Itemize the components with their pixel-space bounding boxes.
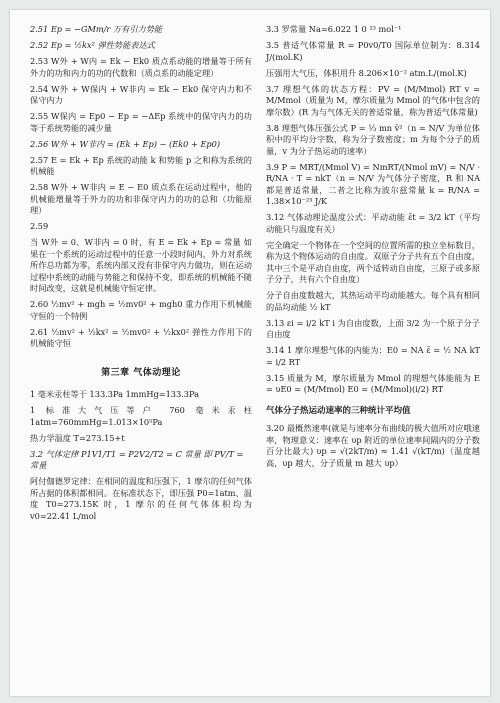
formula-3-1c: 热力学温度 T=273.15+t [30,432,125,443]
formula-3-20: 3.20 最概然速率(就是与速率分布曲线的极大值所对应哦速率，物理意义：速率在 υp 附近的单位速率间隔内的分子数百分比最大) υp = √(2kT/m) ≈ 1.41 √(kT/m)（温度越高，υp 越大，分子质量 m 越大 υp） [266,423,480,468]
formula-3-12: 3.12 气体动理论温度公式：平动动能 ε̄t = 3/2 kT（平均动能只与温度有关） [266,212,480,234]
left-column [30,24,252,527]
formula-3-3: 3.3 罗常量 Na=6.022 1 0 ²³ mol⁻¹ [266,24,402,34]
formula-3-5: 3.5 普适气体常量 R = P0v0/T0 国际单位制为：8.314 J/(mol.K) [266,40,480,62]
formula-2-53: 2.53 W外 + W内 = Ek − Ek0 质点系动能的增量等于所有外力的功和内力的功的代数和（质点系的动能定理） [30,56,252,78]
formula-3-2: 3.2 气体定律 P1V1/T1 = P2V2/T2 = C 常量 即 PV/T = 常量 [30,448,244,470]
formula-2-54: 2.54 W外 + W保内 + W非内 = Ek − Ek0 保守内力和不保守内力 [30,83,252,105]
formula-3-9: 3.9 P = MRT/(Mmol V) = NmRT/(Nmol mV) = N/V · R/NA · T = nkT（n = N/V 为气体分子密度，R 和 NA 都是普适常量，二者之比称为波尔兹常量 k = R/NA = 1.38×10⁻²³ J/K [266,161,480,206]
formula-3-7: 3.7 理想气体的状态方程：PV = (M/Mmol) RT v = M/Mmol（质量为 M，摩尔质量为 Mmol 的气体中包含的摩尔数）(R 为与气体无关的普适常量，称为普适气体常量) [266,83,480,117]
formula-3-1b: 1 标准大气压等户 760 毫米汞柱 1atm=760mmHg=1.013×10⁵Pa [30,405,252,427]
formula-3-1: 1 毫米汞柱等于 133.3Pa 1mmHg=133.3Pa [30,389,200,399]
formula-2-52: 2.52 Ep = ½kx² 弹性势能表达式 [30,40,155,50]
chapter-title: 第三章 气体动理论 [101,367,181,378]
formula-3-15: 3.15 质量为 M，摩尔质量为 Mmol 的理想气体能能为 E = υE0 = (M/Mmol) E0 = (M/Mmol)(i/2) RT [266,372,480,394]
formula-2-61: 2.61 ½mv² + ½kx² = ½mv0² + ½kx0² 弹性力作用下的机械能守恒 [30,326,252,348]
formula-2-58: 2.58 W外 + W非内 = E − E0 质点系在运动过程中，他的机械能增量等于外力的功和非保守内力的功的总和（功能原理） [30,182,252,215]
section-title: 气体分子热运动速率的三种统计平均值 [266,405,411,416]
formula-3-12c: 分子自由度数越大，其热运动平均动能越大。每个具有相同的品均动能 ½ kT [266,290,480,312]
formula-2-59-body: 当 W外 = 0、W非内 = 0 时，有 E = Ek + Ep = 常量 如果在一个系统的运动过程中的任意一小段时间内，外力对系统所作总功都为零，系统内部又没有非保守内力做功，则在运动过程中系统的动能与势能之和保持不变，即系统的机械能不随时间改变，这就是机械能守恒定律。 [30,237,252,293]
formula-2-55: 2.55 W保内 = Ep0 − Ep = −ΔEp 系统中的保守内力的功等于系统势能的减少量 [30,111,252,133]
formula-3-13: 3.13 εi = i/2 kT i 为自由度数，上面 3/2 为一个原子分子自由度 [266,317,480,339]
avogadro-law: 阿付伽德罗定律：在相同的温度和压强下，1 摩尔的任何气体所占据的体积都相同。在标准状态下，即压强 P0=1atm、温度 T0=273.15K 时，1 摩尔的任何气体体积均为 v0=22.41 L/mol [30,476,252,521]
formula-3-8: 3.8 理想气体压强公式 P = ⅓ mn v̄²（n = N/V 为单位体积中的平均分字数，称为分子数密度；m 为每个分子的质量，v 为分子热运动的速率） [266,122,480,156]
right-column [266,24,480,474]
formula-3-12b: 完全确定一个物体在一个空间的位置所需的独立坐标数目，称为这个物体运动的自由度。双原子分子共有五个自由度，其中三个是平动自由度，两个适转动自由度，三原子或多原子分子，共有六个自由度） [266,239,480,284]
formula-3-5b: 压强用大气压，体积用升 8.206×10⁻² atm.L/(mol.K) [266,67,467,78]
formula-2-59-label: 2.59 [30,221,49,231]
formula-3-14: 3.14 1 摩尔理想气体的内能为：E0 = NA ε̄ = ½ NA kT = i/2 RT [266,345,480,367]
document-page [10,10,490,696]
formula-2-51: 2.51 Ep = −GMm/r 万有引力势能 [30,24,163,34]
formula-2-56: 2.56 W外 + W非内 = (Ek + Ep) − (Ek0 + Ep0) [30,138,221,149]
formula-2-60: 2.60 ½mv² + mgh = ½mv0² + mgh0 重力作用下机械能守恒的一个特例 [30,299,252,321]
formula-2-57: 2.57 E = Ek + Ep 系统的动能 k 和势能 p 之和称为系统的机械能 [30,154,252,176]
